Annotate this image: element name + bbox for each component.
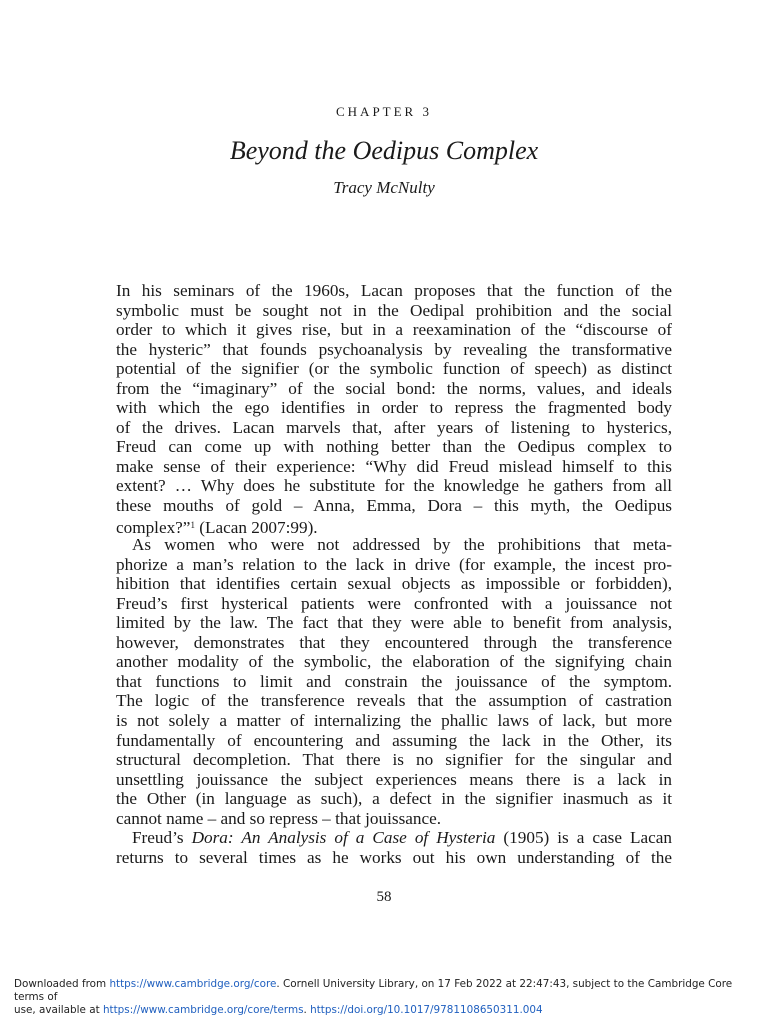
text-line: make sense of their experience: “Why did Freud mislead himself to this [116,456,672,476]
text-line: limited by the law. The fact that they were able to benefit from analysis, [116,613,672,633]
text-line: The logic of the transference reveals that the assumption of castration [116,691,672,711]
cambridge-core-link[interactable]: https://www.cambridge.org/core [109,978,277,990]
text-line: the hysteric” that founds psychoanalysis by revealing the transformative [116,339,672,359]
paragraph-1 [116,281,672,535]
text-line: phorize a man’s relation to the lack in drive (for example, the incest pro- [116,554,672,574]
text-line: fundamentally of encountering and assuming the lack in the Other, its [116,730,672,750]
text-line: potential of the signifier (or the symbolic function of speech) as distinct [116,359,672,379]
cited-work-title: Dora: An Analysis of a Case of Hysteria [191,828,496,848]
text-line: these mouths of gold – Anna, Emma, Dora – this myth, the Oedipus [116,496,672,516]
text-line: is not solely a matter of internalizing the phallic laws of lack, but more [116,711,672,731]
text-fragment: complex?” [116,517,191,537]
text-line: extent? … Why does he substitute for the knowledge he gathers from all [116,476,672,496]
text-fragment: Freud’s [132,828,192,848]
text-line: Freud can come up with nothing better than the Oedipus complex to [116,437,672,457]
text-line: returns to several times as he works out his own understanding of the [116,847,672,867]
text-line: unsettling jouissance the subject experiences means there is a lack in [116,769,672,789]
text-line [116,516,672,536]
footer-text: . [303,1004,311,1016]
text-line: with which the ego identifies in order to repress the fragmented body [116,398,672,418]
text-line: of the drives. Lacan marvels that, after years of listening to hysterics, [116,417,672,437]
text-fragment: (1905) is a case Lacan [495,828,673,848]
text-line: order to which it gives rise, but in a reexamination of the “discourse of [116,320,672,340]
text-line: another modality of the symbolic, the elaboration of the signifying chain [116,652,672,672]
text-fragment: (Lacan 2007:99). [194,517,318,537]
text-line: the Other (in language as such), a defect in the signifier inasmuch as it [116,789,672,809]
text-line: Freud’s first hysterical patients were confronted with a jouissance not [116,593,672,613]
chapter-title: Beyond the Oedipus Complex [229,136,539,165]
chapter-label: CHAPTER 3 [336,104,432,119]
text-line: cannot name – and so repress – that jouissance. [116,808,442,828]
footer-text: use, available at [14,1004,103,1016]
text-line: symbolic must be sought not in the Oedipal prohibition and the social [116,300,672,320]
text-line: hibition that identifies certain sexual objects as impossible or forbidden), [116,574,672,594]
terms-link[interactable]: https://www.cambridge.org/core/terms [102,1004,304,1016]
author-name: Tracy McNulty [333,178,435,197]
text-line: however, demonstrates that they encountered through the transference [116,632,672,652]
page-number: 58 [376,889,392,905]
text-line: As women who were not addressed by the prohibitions that meta- [132,535,672,555]
download-footer [14,978,758,1017]
footer-text: . Cornell University Library, on 17 Feb 2022 at 22:47:43, subject to the Cambridge Core terms of [14,978,733,1003]
text-line: from the “imaginary” of the social bond: the norms, values, and ideals [116,378,672,398]
doi-link[interactable]: https://doi.org/10.1017/9781108650311.004 [310,1004,543,1016]
body-text [116,281,672,867]
text-line: In his seminars of the 1960s, Lacan proposes that the function of the [116,281,672,300]
footer-text: Downloaded from [14,978,110,990]
text-line: structural decompletion. That there is no signifier for the singular and [116,750,672,770]
paragraph-2 [116,535,672,828]
text-line [116,828,672,848]
text-line: that functions to limit and constrain the jouissance of the symptom. [116,671,672,691]
footnote-marker[interactable]: 1 [190,519,195,530]
paragraph-3 [116,828,672,867]
